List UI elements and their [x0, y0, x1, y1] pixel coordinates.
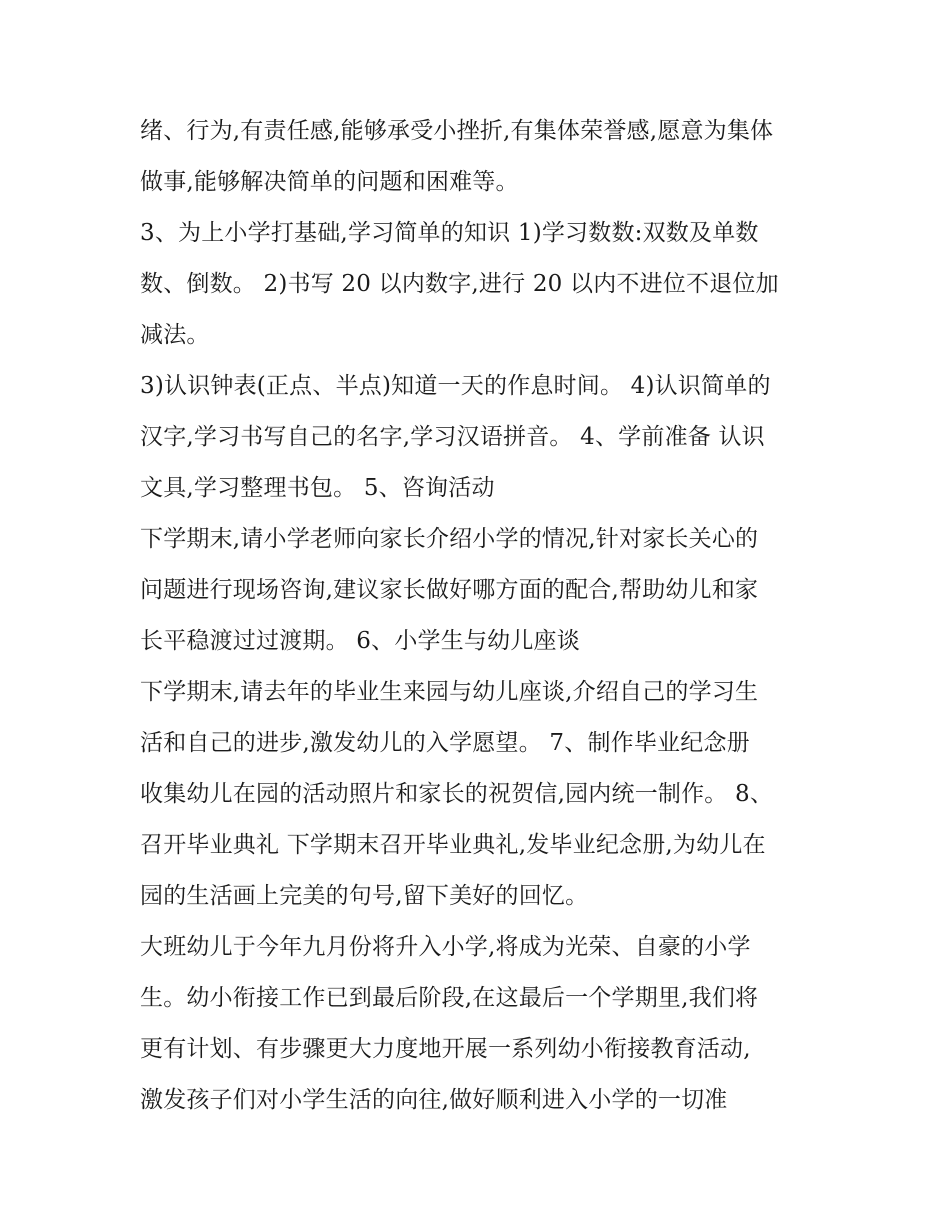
text-line: 激发孩子们对小学生活的向往,做好顺利进入小学的一切准	[140, 1087, 728, 1113]
text-line: 文具,学习整理书包。 5、咨询活动	[140, 475, 495, 501]
text-line: 减法。	[140, 322, 210, 348]
text-line: 园的生活画上完美的句号,留下美好的回忆。	[140, 883, 589, 909]
text-line: 长平稳渡过过渡期。 6、小学生与幼儿座谈	[140, 628, 580, 654]
document-body	[140, 106, 820, 1126]
text-line: 问题进行现场咨询,建议家长做好哪方面的配合,帮助幼儿和家	[140, 577, 759, 603]
text-line: 3)认识钟表(正点、半点)知道一天的作息时间。 4)认识简单的	[140, 373, 771, 399]
text-line: 收集幼儿在园的活动照片和家长的祝贺信,园内统一制作。 8、	[140, 781, 774, 807]
text-line: 大班幼儿于今年九月份将升入小学,将成为光荣、自豪的小学	[140, 934, 751, 960]
text-line: 召开毕业典礼 下学期末召开毕业典礼,发毕业纪念册,为幼儿在	[140, 832, 766, 858]
text-line: 下学期末,请小学老师向家长介绍小学的情况,针对家长关心的	[140, 526, 759, 552]
text-line: 更有计划、有步骤更大力度地开展一系列幼小衔接教育活动,	[140, 1036, 751, 1062]
text-line: 汉字,学习书写自己的名字,学习汉语拼音。 4、学前准备 认识	[140, 424, 765, 450]
text-line: 下学期末,请去年的毕业生来园与幼儿座谈,介绍自己的学习生	[140, 679, 759, 705]
text-line: 绪、行为,有责任感,能够承受小挫折,有集体荣誉感,愿意为集体	[140, 118, 774, 144]
text-line: 3、为上小学打基础,学习简单的知识 1)学习数数:双数及单数	[140, 220, 759, 246]
text-line: 做事,能够解决简单的问题和困难等。	[140, 169, 519, 195]
text-line: 活和自己的进步,激发幼儿的入学愿望。 7、制作毕业纪念册	[140, 730, 750, 756]
text-line: 数、倒数。 2)书写 20 以内数字,进行 20 以内不进位不退位加	[140, 271, 779, 297]
text-line: 生。幼小衔接工作已到最后阶段,在这最后一个学期里,我们将	[140, 985, 759, 1011]
